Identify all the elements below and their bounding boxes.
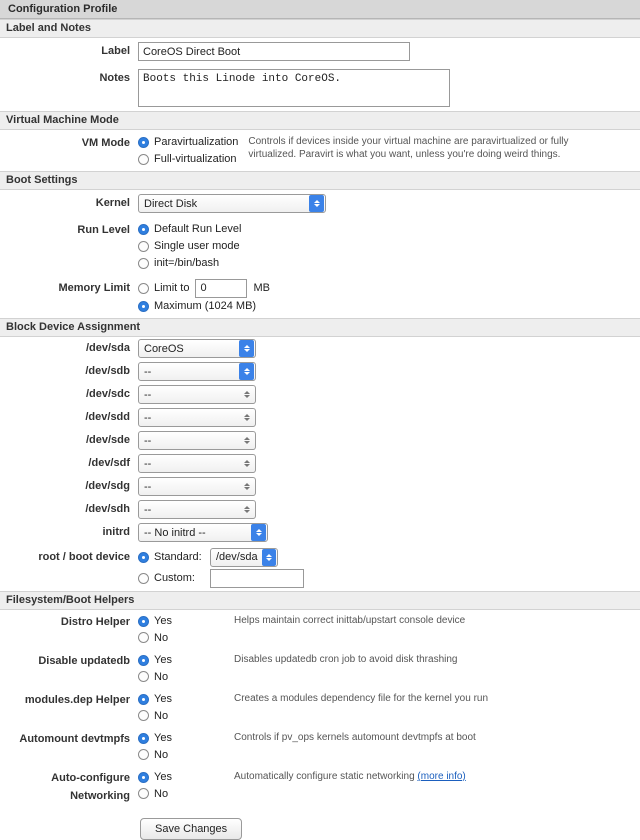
helper-yes-label: Yes — [154, 654, 172, 666]
chevron-updown-icon — [239, 409, 254, 426]
device-select-sdc[interactable] — [138, 385, 256, 404]
helper-label: Automount devtmpfs — [19, 733, 130, 745]
radio-icon[interactable] — [138, 655, 149, 666]
helper-option-no[interactable] — [138, 786, 168, 802]
radio-icon[interactable] — [138, 241, 149, 252]
device-row-sdd — [0, 406, 640, 429]
device-row-sdf — [0, 452, 640, 475]
chevron-updown-icon — [309, 195, 324, 212]
helper-label: Disable updatedb — [38, 655, 130, 667]
section-header-block-device: Block Device Assignment — [0, 318, 640, 337]
notes-textarea[interactable] — [138, 69, 450, 107]
helper-yes-label: Yes — [154, 771, 172, 783]
device-select-value: -- — [144, 388, 152, 401]
chevron-updown-icon — [239, 478, 254, 495]
root-boot-option-custom[interactable] — [138, 569, 304, 587]
memory-limit-label: Memory Limit — [58, 282, 130, 294]
kernel-row — [0, 190, 640, 217]
radio-icon[interactable] — [138, 772, 149, 783]
device-select-value: -- — [144, 365, 152, 378]
device-label: /dev/sda — [85, 342, 130, 354]
helper-help: Disables updatedb cron job to avoid disk thrashing — [234, 654, 458, 665]
memory-limit-row — [0, 275, 640, 318]
radio-icon[interactable] — [138, 283, 149, 294]
radio-icon[interactable] — [138, 224, 149, 235]
device-select-value: -- — [144, 480, 152, 493]
device-select-value: -- — [144, 457, 152, 470]
root-boot-option-standard[interactable] — [138, 548, 304, 566]
run-level-row — [0, 217, 640, 275]
radio-icon[interactable] — [138, 301, 149, 312]
vm-mode-option-paravirtualization[interactable] — [138, 134, 238, 150]
device-row-sdg — [0, 475, 640, 498]
initrd-label: initrd — [102, 526, 130, 538]
device-select-sdd[interactable] — [138, 408, 256, 427]
helper-option-yes[interactable] — [138, 613, 172, 629]
chevron-updown-icon — [239, 340, 254, 357]
section-header-boot-settings: Boot Settings — [0, 171, 640, 190]
device-row-sdb — [0, 360, 640, 383]
window-title: Configuration Profile — [0, 0, 640, 19]
helper-no-label: No — [154, 709, 169, 722]
root-boot-standard-select[interactable] — [210, 548, 278, 567]
helper-label: modules.dep Helper — [24, 694, 130, 706]
run-level-option-single-user[interactable] — [138, 238, 241, 254]
device-row-sda — [0, 337, 640, 360]
chevron-updown-icon — [239, 386, 254, 403]
device-label: /dev/sde — [85, 434, 130, 446]
root-boot-custom-label: Custom: — [154, 572, 195, 584]
section-header-vm-mode: Virtual Machine Mode — [0, 111, 640, 130]
helper-no-label: No — [154, 787, 169, 800]
vm-mode-label: VM Mode — [81, 137, 130, 149]
device-row-sdc — [0, 383, 640, 406]
run-level-option-label: init=/bin/bash — [154, 257, 220, 269]
radio-icon[interactable] — [138, 616, 149, 627]
helper-no-label: No — [154, 670, 169, 683]
vm-mode-row — [0, 130, 640, 171]
initrd-select[interactable] — [138, 523, 268, 542]
vm-mode-help: Controls if devices inside your virtual machine are paravirtualized or fully virtualized. Paravirt is what you want, unless you're doing weird things. — [248, 136, 569, 160]
helper-help-text: Automatically configure static networking — [234, 771, 415, 782]
radio-icon[interactable] — [138, 137, 149, 148]
helper-help — [234, 769, 466, 783]
device-label: /dev/sdg — [85, 480, 130, 492]
device-select-sdg[interactable] — [138, 477, 256, 496]
radio-icon[interactable] — [138, 258, 149, 269]
helper-option-yes[interactable] — [138, 652, 172, 668]
notes-field-label: Notes — [99, 72, 130, 84]
chevron-updown-icon — [251, 524, 266, 541]
helper-row-automount-devtmpfs — [0, 727, 640, 766]
device-row-sde — [0, 429, 640, 452]
radio-icon[interactable] — [138, 573, 149, 584]
device-label: /dev/sdh — [85, 503, 130, 515]
root-boot-standard-label: Standard: — [154, 551, 202, 563]
device-select-value: -- — [144, 434, 152, 447]
device-select-sde[interactable] — [138, 431, 256, 450]
helper-option-no[interactable] — [138, 669, 168, 685]
chevron-updown-icon — [239, 363, 254, 380]
device-select-value: -- — [144, 411, 152, 424]
save-button-row — [0, 808, 640, 840]
run-level-label: Run Level — [77, 224, 130, 236]
radio-icon[interactable] — [138, 632, 149, 643]
helper-label: Distro Helper — [60, 616, 130, 628]
run-level-option-init-bin-bash[interactable] — [138, 255, 241, 271]
helper-option-no[interactable] — [138, 708, 168, 724]
helper-row-distro-helper — [0, 610, 640, 649]
run-level-option-label: Single user mode — [154, 240, 240, 252]
helper-option-no[interactable] — [138, 747, 168, 763]
chevron-updown-icon — [262, 549, 276, 566]
memory-limit-maximum-label: Maximum (1024 MB) — [154, 300, 257, 312]
helper-help: Creates a modules dependency file for the kernel you run — [234, 693, 489, 704]
device-label: /dev/sdc — [85, 388, 130, 400]
vm-mode-option-label: Paravirtualization — [154, 136, 239, 148]
kernel-select-value: Direct Disk — [144, 197, 198, 210]
radio-icon[interactable] — [138, 154, 149, 165]
root-boot-custom-input[interactable] — [210, 569, 304, 588]
section-header-label-notes: Label and Notes — [0, 19, 640, 38]
memory-limit-input[interactable] — [195, 279, 247, 298]
helper-yes-label: Yes — [154, 732, 172, 744]
root-boot-standard-value: /dev/sda — [216, 551, 258, 563]
chevron-updown-icon — [239, 501, 254, 518]
helper-yes-label: Yes — [154, 693, 172, 705]
root-boot-device-row — [0, 544, 640, 591]
chevron-updown-icon — [239, 455, 254, 472]
helper-row-disable-updatedb — [0, 649, 640, 688]
label-field-label: Label — [101, 45, 130, 57]
device-label: /dev/sdf — [88, 457, 130, 469]
save-changes-button[interactable]: Save Changes — [140, 818, 242, 840]
radio-icon[interactable] — [138, 749, 149, 760]
helper-help: Helps maintain correct inittab/upstart console device — [234, 615, 466, 626]
device-row-sdh — [0, 498, 640, 521]
helper-option-no[interactable] — [138, 630, 168, 646]
device-select-value: -- — [144, 503, 152, 516]
helper-no-label: No — [154, 748, 169, 761]
device-select-sdf[interactable] — [138, 454, 256, 473]
helper-option-yes[interactable] — [138, 730, 172, 746]
device-select-value: CoreOS — [144, 342, 184, 355]
device-label: /dev/sdd — [85, 411, 130, 423]
device-select-sdh[interactable] — [138, 500, 256, 519]
radio-icon[interactable] — [138, 552, 149, 563]
run-level-option-default[interactable] — [138, 221, 241, 237]
memory-limit-unit: MB — [253, 282, 270, 294]
device-label: /dev/sdb — [85, 365, 130, 377]
helper-yes-label: Yes — [154, 615, 172, 627]
helper-row-auto-configure-networking — [0, 766, 640, 808]
more-info-link[interactable]: (more info) — [417, 771, 466, 782]
helper-option-yes[interactable] — [138, 769, 172, 785]
radio-icon[interactable] — [138, 788, 149, 799]
helper-label: Auto-configure Networking — [51, 772, 130, 802]
vm-mode-option-full-virtualization[interactable] — [138, 151, 238, 167]
memory-limit-option-limit-to[interactable] — [138, 279, 270, 297]
radio-icon[interactable] — [138, 671, 149, 682]
device-select-sda[interactable] — [138, 339, 256, 358]
helper-option-yes[interactable] — [138, 691, 172, 707]
memory-limit-limit-to-label: Limit to — [154, 282, 190, 294]
kernel-select[interactable] — [138, 194, 326, 213]
kernel-label: Kernel — [95, 197, 130, 209]
memory-limit-option-maximum[interactable] — [138, 298, 270, 314]
notes-row — [0, 65, 640, 111]
section-header-fs-helpers: Filesystem/Boot Helpers — [0, 591, 640, 610]
helper-row-modules-dep-helper — [0, 688, 640, 727]
root-boot-device-label: root / boot device — [38, 551, 130, 563]
helper-help: Controls if pv_ops kernels automount devtmpfs at boot — [234, 732, 476, 743]
initrd-select-value: -- No initrd -- — [144, 526, 206, 539]
label-row — [0, 38, 640, 65]
radio-icon[interactable] — [138, 710, 149, 721]
initrd-row — [0, 521, 640, 544]
device-select-sdb[interactable] — [138, 362, 256, 381]
helper-no-label: No — [154, 631, 169, 644]
vm-mode-option-label: Full-virtualization — [154, 153, 237, 165]
chevron-updown-icon — [239, 432, 254, 449]
label-input[interactable] — [138, 42, 410, 61]
radio-icon[interactable] — [138, 694, 149, 705]
radio-icon[interactable] — [138, 733, 149, 744]
run-level-option-label: Default Run Level — [154, 223, 242, 235]
